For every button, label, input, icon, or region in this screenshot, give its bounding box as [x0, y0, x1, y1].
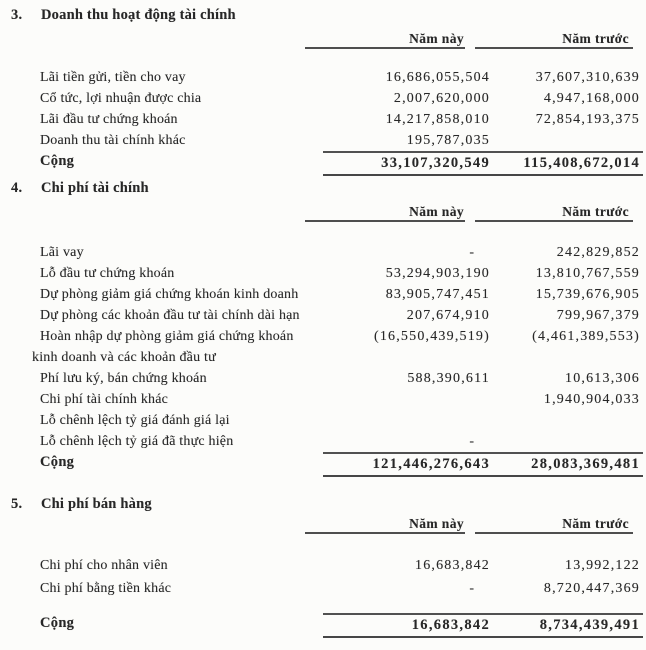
value-current: 53,294,903,190	[385, 266, 490, 281]
table-row	[0, 242, 646, 263]
value-current: -	[469, 245, 474, 260]
section-number: 4.	[11, 180, 23, 196]
total-value-prior: 115,408,672,014	[490, 151, 643, 176]
row-label: Cổ tức, lợi nhuận được chia	[40, 91, 202, 106]
row-label: Lãi vay	[40, 245, 84, 260]
value-prior: 72,854,193,375	[535, 112, 640, 127]
value-prior: 37,607,310,639	[535, 70, 640, 85]
section-financial-revenue	[0, 5, 646, 174]
table-row	[0, 263, 646, 284]
section-heading	[0, 494, 646, 515]
value-prior	[490, 431, 643, 452]
row-label: Chi phí bằng tiền khác	[40, 581, 172, 596]
section-title: Chi phí bán hàng	[41, 496, 152, 512]
value-current: 16,683,842	[415, 558, 490, 573]
total-value-current: 16,683,842	[323, 613, 490, 638]
value-prior	[490, 410, 643, 431]
row-label: Lỗ chênh lệch tỷ giá đã thực hiện	[40, 434, 234, 449]
row-label: Lỗ chênh lệch tỷ giá đánh giá lại	[40, 413, 230, 428]
table-row	[0, 284, 646, 305]
value-current: 195,787,035	[406, 133, 490, 148]
section-heading	[0, 178, 646, 199]
table-row	[0, 109, 646, 130]
column-header-prior-year: Năm trước	[475, 516, 633, 534]
value-current: 2,007,620,000	[393, 91, 490, 106]
value-prior: 13,810,767,559	[535, 266, 640, 281]
section-number: 3.	[11, 7, 23, 23]
total-label: Cộng	[40, 615, 75, 631]
row-label: Lãi đầu tư chứng khoán	[40, 112, 178, 127]
table-row	[0, 577, 646, 600]
table-row	[0, 368, 646, 389]
row-label: Hoàn nhập dự phòng giảm giá chứng khoán kinh doanh và các khoản đầu tư	[32, 329, 294, 365]
section-title: Doanh thu hoạt động tài chính	[41, 7, 236, 23]
section-heading	[0, 5, 646, 26]
section-rows	[0, 242, 646, 452]
total-row	[0, 151, 646, 174]
row-label: Phí lưu ký, bán chứng khoán	[40, 371, 207, 386]
table-row	[0, 431, 646, 452]
total-label: Cộng	[40, 153, 75, 169]
value-current: 207,674,910	[406, 308, 490, 323]
column-header-row	[0, 31, 646, 49]
total-value-prior: 8,734,439,491	[490, 613, 643, 638]
value-prior: 4,947,168,000	[543, 91, 640, 106]
table-row	[0, 67, 646, 88]
table-row	[0, 88, 646, 109]
column-header-current-year: Năm này	[305, 31, 465, 49]
value-prior: 1,940,904,033	[543, 392, 640, 407]
section-rows	[0, 67, 646, 151]
row-label: Chi phí tài chính khác	[40, 392, 169, 407]
total-value-current: 121,446,276,643	[323, 452, 490, 477]
column-header-prior-year: Năm trước	[475, 204, 633, 222]
value-prior: (4,461,389,553)	[532, 329, 640, 344]
value-current: (16,550,439,519)	[373, 329, 490, 344]
value-current	[323, 389, 490, 410]
column-header-prior-year: Năm trước	[475, 31, 633, 49]
column-header-current-year: Năm này	[305, 516, 465, 534]
value-current: 588,390,611	[407, 371, 490, 386]
value-prior: 242,829,852	[556, 245, 640, 260]
value-prior	[490, 130, 643, 151]
column-header-row	[0, 516, 646, 534]
value-prior: 15,739,676,905	[535, 287, 640, 302]
value-prior: 799,967,379	[556, 308, 640, 323]
total-value-prior: 28,083,369,481	[490, 452, 643, 477]
table-row	[0, 389, 646, 410]
table-row	[0, 305, 646, 326]
row-label: Doanh thu tài chính khác	[40, 133, 186, 148]
section-financial-expenses	[0, 178, 646, 475]
row-label: Lỗ đầu tư chứng khoán	[40, 266, 175, 281]
value-current: -	[469, 581, 474, 596]
table-row	[0, 326, 646, 368]
table-row	[0, 130, 646, 151]
row-label: Lãi tiền gửi, tiền cho vay	[40, 70, 186, 85]
section-selling-expenses	[0, 494, 646, 636]
column-header-row	[0, 204, 646, 222]
section-number: 5.	[11, 496, 23, 512]
total-value-current: 33,107,320,549	[323, 151, 490, 176]
row-label: Dự phòng giảm giá chứng khoán kinh doanh	[40, 287, 299, 302]
row-label: Chi phí cho nhân viên	[40, 558, 168, 573]
table-row	[0, 410, 646, 431]
total-row	[0, 613, 646, 636]
row-label: Dự phòng các khoản đầu tư tài chính dài hạn	[40, 308, 300, 323]
value-prior: 13,992,122	[565, 558, 640, 573]
total-label: Cộng	[40, 454, 75, 470]
section-title: Chi phí tài chính	[41, 180, 149, 196]
total-row	[0, 452, 646, 475]
value-current: 16,686,055,504	[385, 70, 490, 85]
value-current: 14,217,858,010	[385, 112, 490, 127]
value-current: 83,905,747,451	[385, 287, 490, 302]
value-prior: 10,613,306	[565, 371, 640, 386]
section-rows	[0, 554, 646, 600]
value-current: -	[469, 434, 474, 449]
column-header-current-year: Năm này	[305, 204, 465, 222]
value-prior: 8,720,447,369	[543, 581, 640, 596]
table-row	[0, 554, 646, 577]
value-current	[323, 410, 490, 431]
